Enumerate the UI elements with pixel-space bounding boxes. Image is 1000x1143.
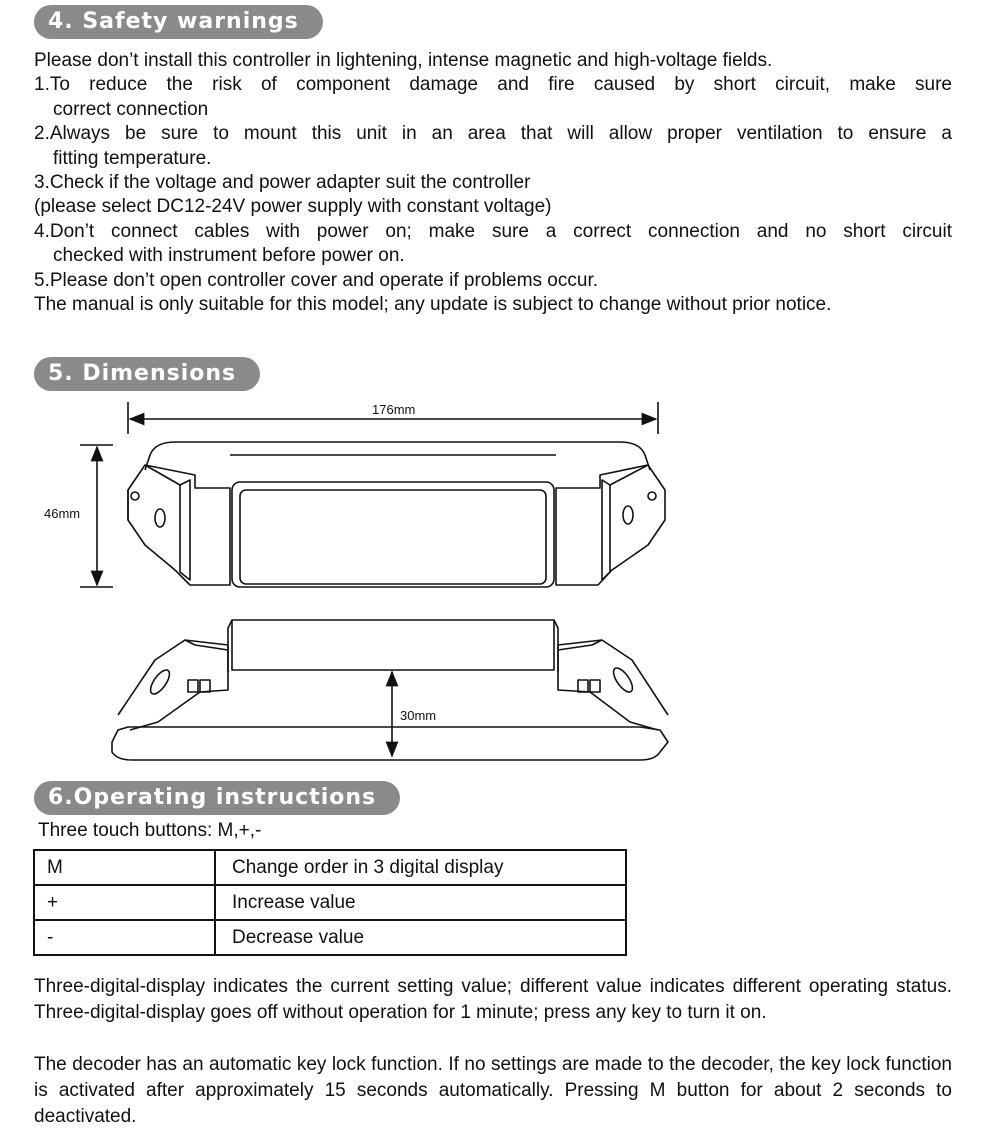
table-row: [34, 885, 626, 920]
height-label: 46mm: [44, 506, 81, 521]
table-row: [34, 920, 626, 955]
safety-heading: 4. Safety warnings: [34, 5, 323, 39]
safety-item-2: 2.Always be sure to mount this unit in an area that will allow proper ventilation to ensure a: [34, 123, 952, 145]
safety-item-3: 3.Check if the voltage and power adapter suit the controller: [34, 172, 531, 194]
display-description: Three-digital-display indicates the current setting value; different value indicates different operating status. Three-digital-display goes off without operation for 1 minute; press any key to turn it on.: [34, 976, 952, 1023]
button-key: +: [34, 885, 215, 920]
safety-item-1: 1.To reduce the risk of component damage and fire caused by short circuit, make sure: [34, 74, 952, 96]
operating-intro: Three touch buttons: M,+,-: [38, 820, 262, 841]
button-function: Increase value: [215, 885, 626, 920]
buttons-table: [33, 849, 627, 956]
table-row: [34, 850, 626, 885]
dimensions-diagram: [0, 390, 1000, 770]
button-function: Change order in 3 digital display: [215, 850, 626, 885]
height-dimension-line: [80, 445, 113, 587]
safety-item-3-note: (please select DC12-24V power supply with constant voltage): [34, 196, 552, 218]
button-key: -: [34, 920, 215, 955]
button-key: M: [34, 850, 215, 885]
key-lock-description: The decoder has an automatic key lock function. If no settings are made to the decoder, the key lock function is activated after approximately 15 seconds automatically. Pressing M button for about 2 seconds to deactivated.: [34, 1054, 952, 1127]
controller-side-view: [112, 620, 668, 760]
operating-heading: 6.Operating instructions: [34, 781, 400, 815]
safety-notice: The manual is only suitable for this model; any update is subject to change without prior notice.: [34, 294, 832, 316]
length-label: 176mm: [372, 402, 416, 417]
depth-label: 30mm: [400, 708, 437, 723]
dimensions-heading: 5. Dimensions: [34, 357, 260, 391]
controller-top-view: [128, 442, 665, 587]
safety-item-4: 4.Don’t connect cables with power on; make sure a correct connection and no short circuit: [34, 220, 952, 242]
safety-intro: Please don’t install this controller in lightening, intense magnetic and high-voltage fields.: [34, 50, 773, 71]
safety-item-2-cont: fitting temperature.: [53, 147, 212, 169]
safety-item-4-cont: checked with instrument before power on.: [53, 245, 405, 267]
safety-warnings-text: [34, 49, 952, 317]
safety-item-5: 5.Please don’t open controller cover and operate if problems occur.: [34, 269, 598, 291]
button-function: Decrease value: [215, 920, 626, 955]
safety-item-1-cont: correct connection: [53, 98, 209, 120]
